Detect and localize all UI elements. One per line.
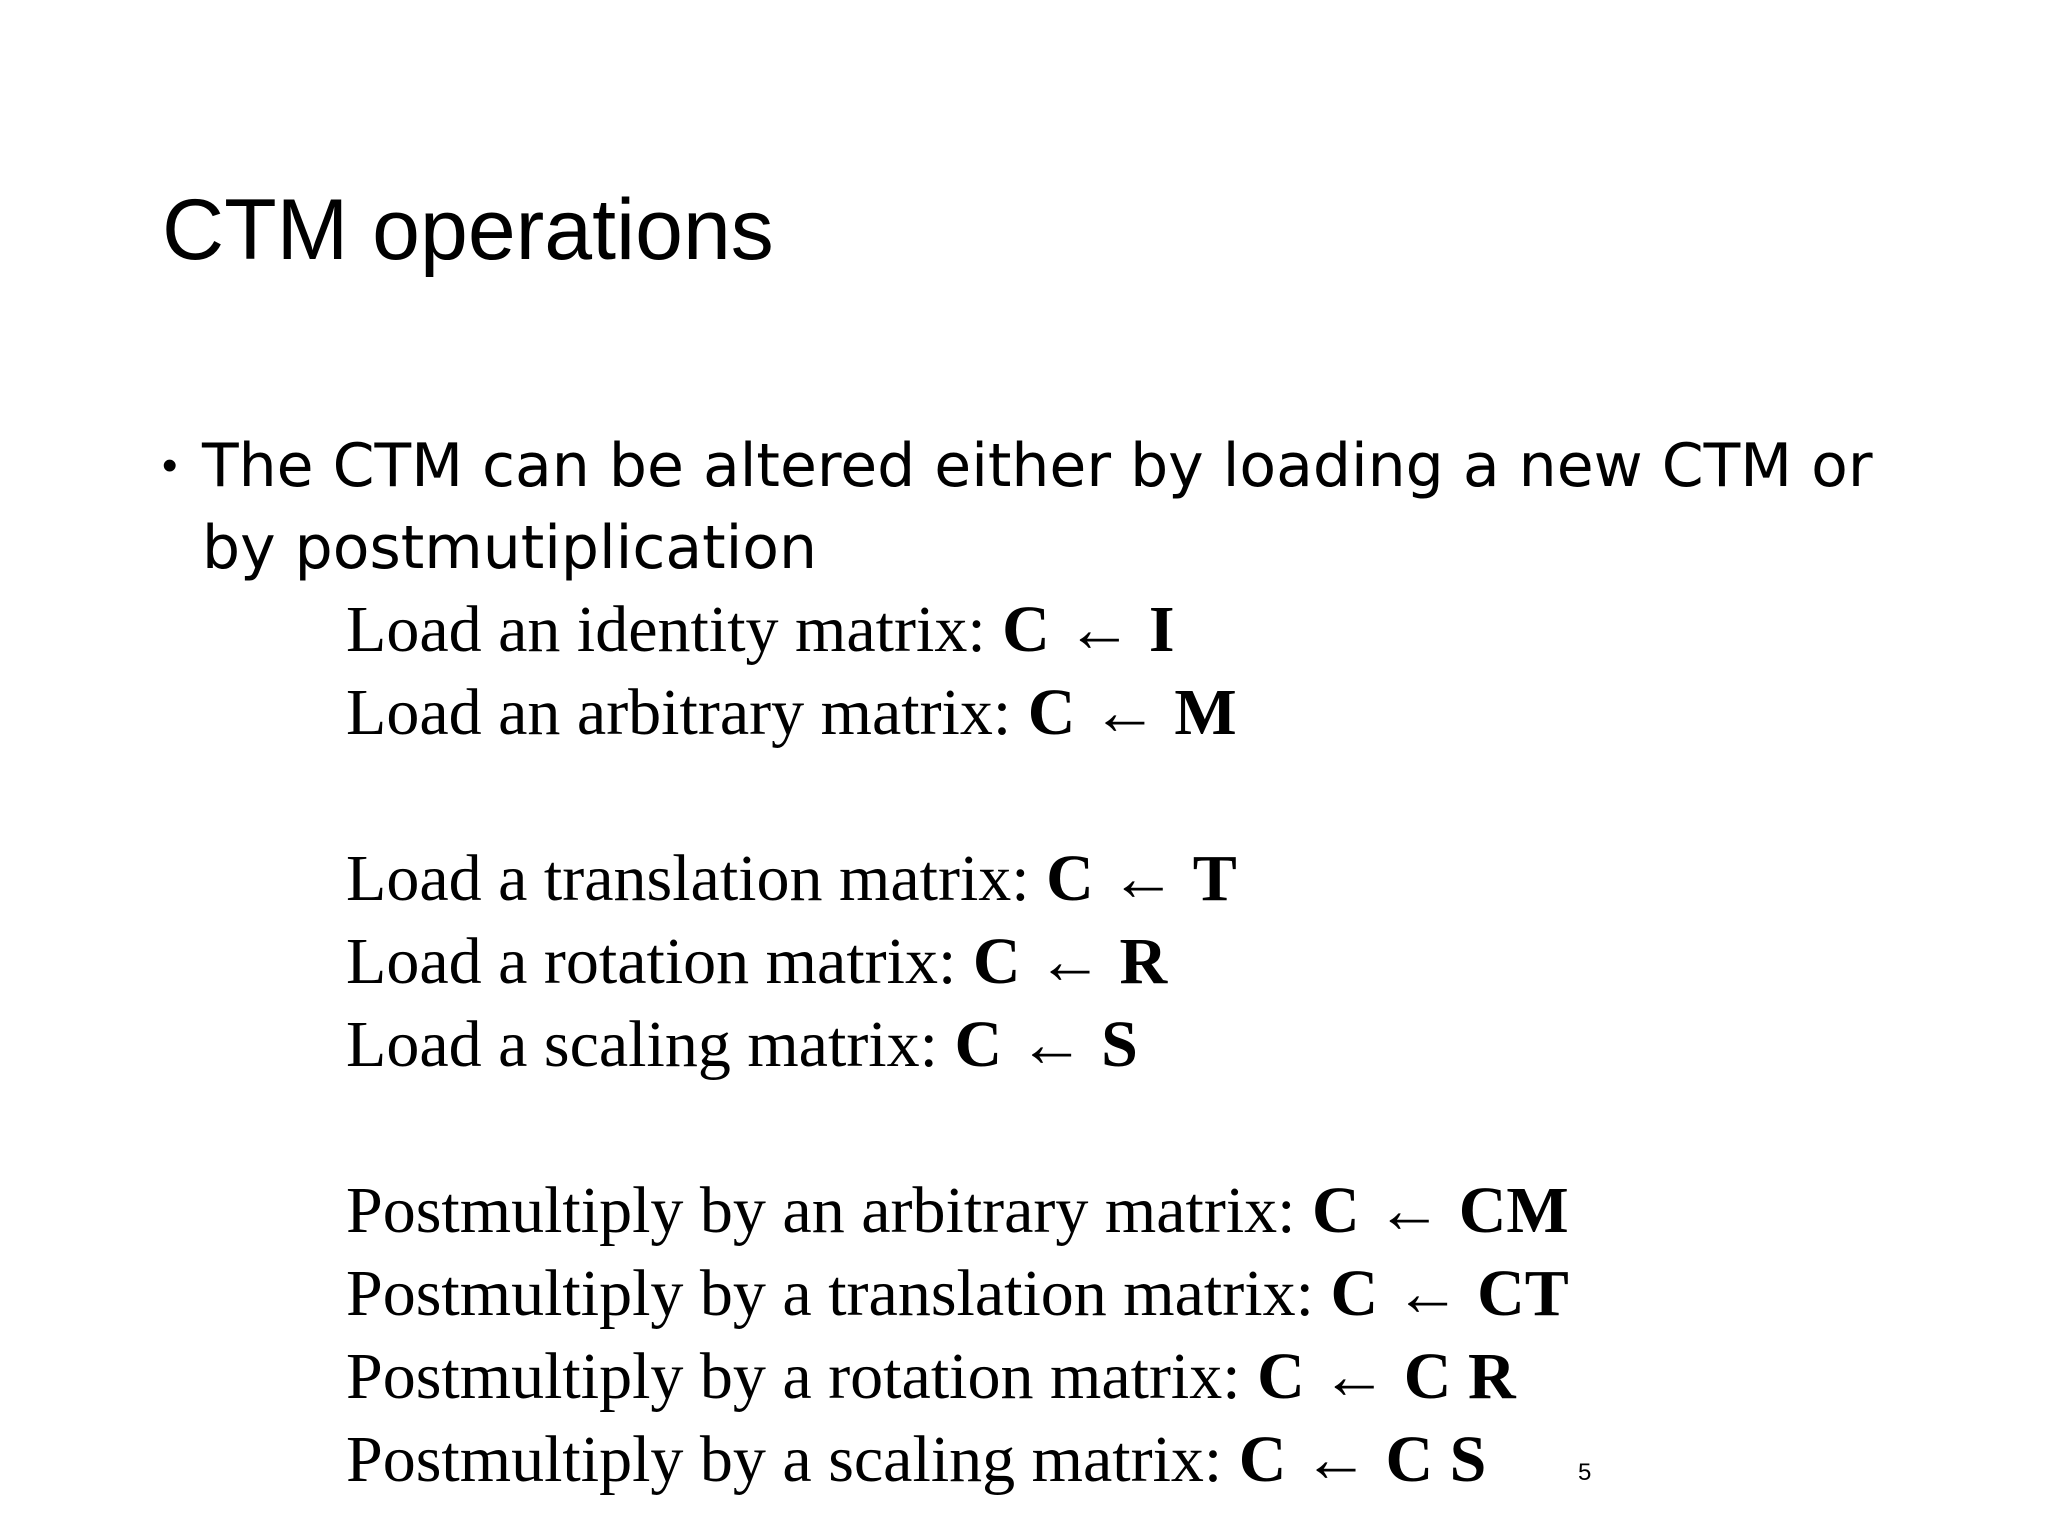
left-arrow-icon: ← [1020, 925, 1120, 998]
operation-line [346, 1169, 1569, 1252]
operation-line [346, 837, 1569, 920]
left-arrow-icon: ← [1049, 593, 1149, 666]
operation-label: Postmultiply by a rotation matrix: [346, 1340, 1258, 1413]
operation-lhs: C [1312, 1174, 1360, 1247]
operation-rhs: M [1174, 676, 1237, 749]
left-arrow-icon: ← [1378, 1257, 1478, 1330]
operation-line [346, 1335, 1569, 1418]
operation-label: Postmultiply by a translation matrix: [346, 1257, 1331, 1330]
operation-label: Load a scaling matrix: [346, 1008, 955, 1081]
operation-rhs: C R [1403, 1340, 1516, 1413]
operation-label: Load an identity matrix: [346, 593, 1003, 666]
operation-label: Load a rotation matrix: [346, 925, 973, 998]
left-arrow-icon: ← [1002, 1008, 1102, 1081]
operation-label: Postmultiply by a scaling matrix: [346, 1423, 1239, 1496]
operation-lhs: C [1257, 1340, 1305, 1413]
operation-rhs: C S [1385, 1423, 1487, 1496]
operation-line [346, 588, 1569, 671]
operation-rhs: T [1192, 842, 1237, 915]
operation-lhs: C [1027, 676, 1076, 749]
operation-label: Load a translation matrix: [346, 842, 1047, 915]
operation-line [346, 1252, 1569, 1335]
group-spacer [346, 754, 1569, 837]
group-spacer [346, 1086, 1569, 1169]
bullet-item [162, 425, 1922, 589]
operations-list [346, 588, 1569, 1501]
left-arrow-icon: ← [1286, 1423, 1386, 1496]
operation-rhs: CM [1458, 1174, 1569, 1247]
bullet-icon: • [162, 441, 178, 490]
operation-label: Postmultiply by an arbitrary matrix: [346, 1174, 1313, 1247]
operation-line [346, 920, 1569, 1003]
operation-lhs: C [972, 925, 1021, 998]
operation-rhs: S [1101, 1008, 1138, 1081]
slide-title: CTM operations [162, 182, 774, 278]
operation-label: Load an arbitrary matrix: [346, 676, 1028, 749]
operation-lhs: C [1046, 842, 1094, 915]
operation-lhs: C [954, 1008, 1003, 1081]
operation-lhs: C [1330, 1257, 1379, 1330]
bullet-text: The CTM can be altered either by loading a new CTM or by postmutiplication [202, 431, 1873, 583]
page-number: 5 [1578, 1459, 1592, 1486]
operation-line [346, 671, 1569, 754]
left-arrow-icon: ← [1359, 1174, 1459, 1247]
operation-rhs: I [1148, 593, 1175, 666]
left-arrow-icon: ← [1075, 676, 1175, 749]
operation-lhs: C [1002, 593, 1050, 666]
operation-line [346, 1003, 1569, 1086]
operation-rhs: R [1119, 925, 1168, 998]
operation-lhs: C [1238, 1423, 1287, 1496]
operation-rhs: CT [1477, 1257, 1569, 1330]
left-arrow-icon: ← [1304, 1340, 1404, 1413]
left-arrow-icon: ← [1093, 842, 1193, 915]
operation-line [346, 1418, 1569, 1501]
